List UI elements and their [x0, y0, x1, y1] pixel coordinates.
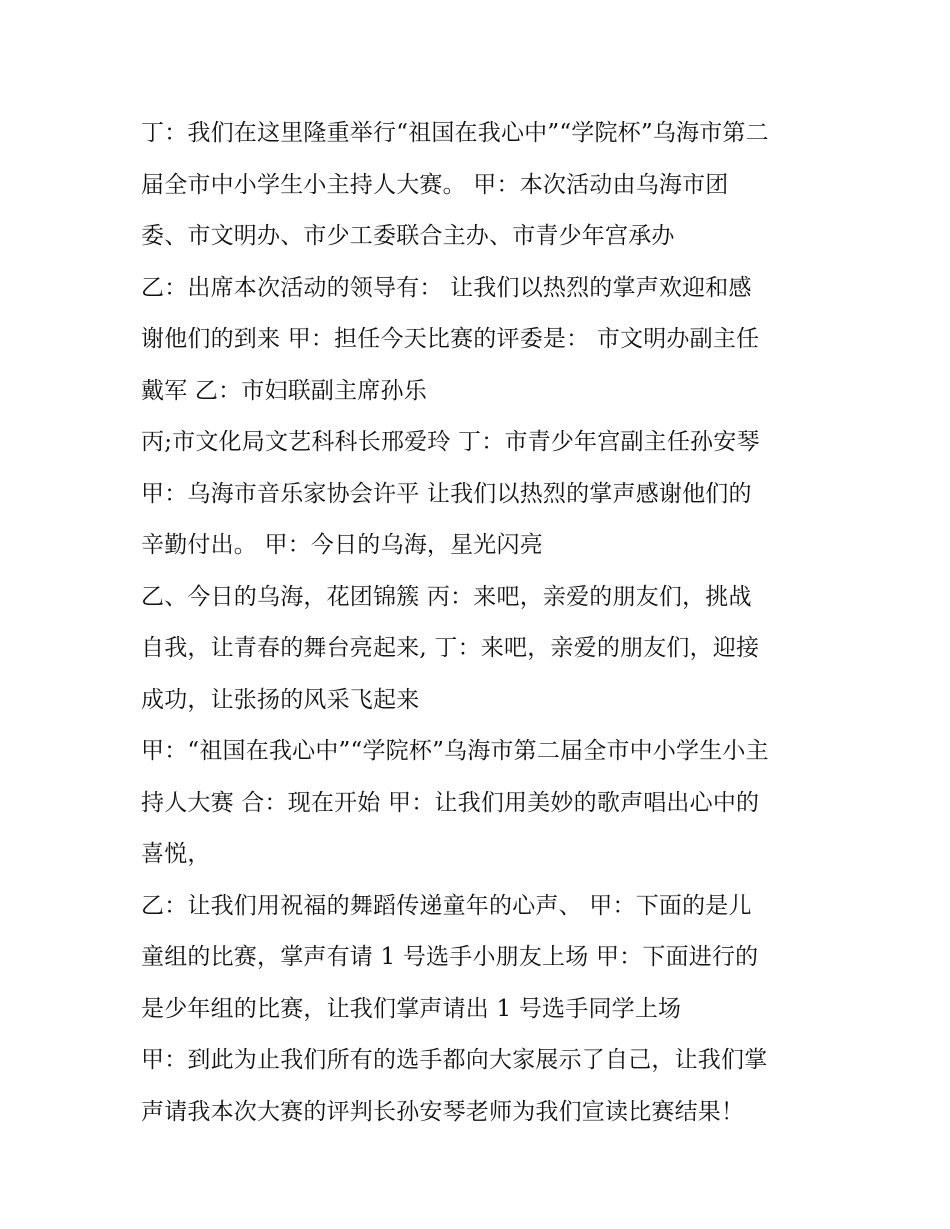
text-line: 乙：让我们用祝福的舞蹈传递童年的心声、 甲：下面的是儿: [141, 892, 752, 919]
document-body: [141, 108, 821, 1138]
text-line: 丁：我们在这里隆重举行“祖国在我心中”“学院杯”乌海市第二: [141, 120, 769, 146]
text-line: 是少年组的比赛，让我们掌声请出 1 号选手同学上场: [141, 995, 682, 1022]
text-line: 自我，让青春的舞台亮起来, 丁：来吧，亲爱的朋友们，迎接: [141, 635, 760, 661]
text-line: 乙、今日的乌海，花团锦簇 丙：来吧，亲爱的朋友们，挑战: [141, 583, 752, 610]
text-line: 丙;市文化局文艺科科长邢爱玲 丁：市青少年宫副主任孙安琴: [141, 429, 760, 455]
text-line: 成功，让张扬的风采飞起来: [141, 686, 420, 713]
text-line: 声请我本次大赛的评判长孙安琴老师为我们宣读比赛结果！: [141, 1098, 745, 1125]
text-line: 持人大赛 合：现在开始 甲：让我们用美妙的歌声唱出心中的: [141, 789, 760, 816]
text-line: 辛勤付出。 甲：今日的乌海，星光闪亮: [141, 532, 543, 558]
text-line: 甲：乌海市音乐家协会许平 让我们以热烈的掌声感谢他们的: [141, 480, 752, 507]
text-line: 谢他们的到来 甲：担任今天比赛的评委是： 市文明办副主任: [141, 326, 760, 352]
text-line: 乙：出席本次活动的领导有： 让我们以热烈的掌声欢迎和感: [141, 274, 752, 301]
text-line: 童组的比赛，掌声有请 1 号选手小朋友上场 甲：下面进行的: [141, 944, 759, 970]
text-line: 喜悦，: [141, 841, 211, 867]
text-line: 届全市中小学生小主持人大赛。 甲：本次活动由乌海市团: [141, 171, 729, 198]
text-line: 甲：到此为止我们所有的选手都向大家展示了自己，让我们掌: [141, 1047, 768, 1073]
text-line: 戴军 乙：市妇联副主席孙乐: [141, 377, 427, 404]
text-line: 甲：“祖国在我心中”“学院杯”乌海市第二届全市中小学生小主: [141, 738, 769, 764]
text-line: 委、市文明办、市少工委联合主办、市青少年宫承办: [141, 223, 675, 249]
